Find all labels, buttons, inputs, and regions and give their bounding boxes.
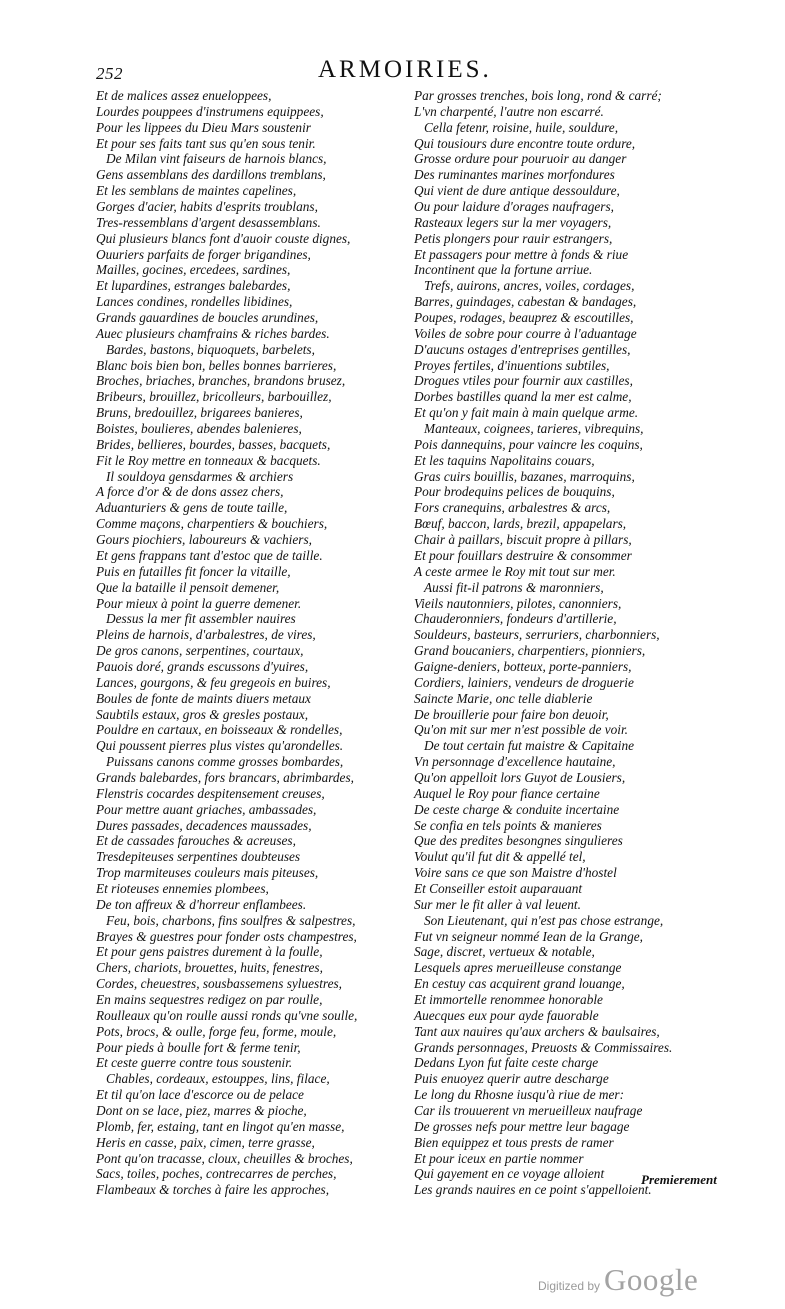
verse-line: Pour brodequins pelices de bouquins, (414, 484, 615, 500)
verse-line: Trefs, auirons, ancres, voiles, cordages, (424, 278, 635, 294)
verse-line: Sur mer le fit aller à val leuent. (414, 896, 581, 912)
verse-line: Lesquels apres merueilleuse constange (414, 960, 622, 976)
verse-line: Et immortelle renommee honorable (414, 991, 603, 1007)
verse-line: Qui tousiours dure encontre toute ordure, (414, 135, 636, 151)
verse-line: Pour les lippees du Dieu Mars soustenir (96, 119, 311, 135)
verse-line: Aussi fit-il patrons & maronniers, (424, 579, 604, 595)
verse-line: Incontinent que la fortune arriue. (414, 262, 593, 278)
digitized-by-watermark (538, 1262, 698, 1298)
verse-line: Bien equippez et tous prests de ramer (414, 1134, 614, 1150)
verse-line: Ouuriers parfaits de forger brigandines, (96, 246, 311, 262)
verse-line: Des ruminantes marines morfondures (414, 167, 615, 183)
verse-line: Fit le Roy mettre en tonneaux & bacquets. (96, 452, 321, 468)
verse-line: De gros canons, serpentines, courtaux, (96, 643, 304, 659)
verse-line: Les grands nauires en ce point s'appelloient. (414, 1182, 652, 1198)
verse-line: De grosses nefs pour mettre leur bagage (414, 1118, 630, 1134)
left-text-column (96, 88, 357, 1198)
verse-line: Dont on se lace, piez, marres & pioche, (96, 1103, 307, 1118)
verse-line: Pouldre en cartaux, en boisseaux & rondelles, (96, 722, 343, 738)
verse-line: Dures passades, decadences maussades, (96, 817, 312, 833)
verse-line: Cordiers, lainiers, vendeurs de droguerie (414, 674, 634, 690)
verse-line: L'vn charpenté, l'autre non escarré. (414, 103, 604, 119)
verse-line: Rasteaux legers sur la mer voyagers, (414, 214, 612, 230)
verse-line: Puissans canons comme grosses bombardes, (106, 754, 344, 770)
verse-line: Et Conseiller estoit auparauant (414, 880, 583, 896)
verse-line: Brayes & guestres pour fonder osts champestres, (96, 928, 357, 944)
page-number: 252 (96, 64, 123, 83)
verse-line: Manteaux, coignees, tarieres, vibrequins, (424, 421, 644, 437)
right-text-column (414, 88, 672, 1198)
verse-line: Tres-ressemblans d'argent desassemblans. (96, 214, 321, 230)
verse-line: Chair à paillars, biscuit propre à pillars, (414, 532, 632, 548)
verse-line: Et ceste guerre contre tous soustenir. (96, 1055, 293, 1071)
verse-line: Tant aux nauires qu'aux archers & baulsaires, (414, 1023, 660, 1039)
verse-line: Pauois doré, grands escussons d'yuires, (96, 658, 309, 674)
verse-line: A ceste armee le Roy mit tout sur mer. (414, 563, 616, 579)
verse-line: Roulleaux qu'on roulle aussi ronds qu'vne soulle, (96, 1007, 358, 1023)
verse-line: Et de malices asseƶ enueloppees, (96, 88, 272, 103)
verse-line: A force d'or & de dons assez chers, (96, 484, 284, 500)
verse-line: Et lupardines, estranges balebardes, (96, 278, 291, 294)
verse-line: Bœuf, baccon, lards, brezil, appapelars, (414, 516, 627, 532)
verse-line: De ceste charge & conduite incertaine (414, 801, 620, 817)
verse-line: Drogues vtiles pour fournir aux castilles, (414, 373, 633, 389)
verse-line: Pots, brocs, & oulle, forge feu, forme, moule, (96, 1023, 337, 1039)
verse-line: Car ils trouuerent vn merueilleux naufrage (414, 1103, 643, 1118)
verse-line: Brides, bellieres, bourdes, basses, bacquets, (96, 436, 331, 452)
verse-line: Et pour gens paistres durement à la foulle, (96, 944, 323, 960)
verse-line: Mailles, gocines, ercedees, sardines, (96, 262, 291, 278)
verse-line: Gours piochiers, laboureurs & vachiers, (96, 532, 312, 548)
verse-line: Qu'on mit sur mer n'est possible de voir. (414, 722, 628, 738)
watermark-prefix: Digitized by (538, 1279, 601, 1293)
verse-line: Et les taquins Napolitains couars, (414, 452, 595, 468)
running-title: ARMOIRIES. (318, 56, 492, 83)
verse-line: Grands gauardines de boucles arundines, (96, 310, 319, 326)
verse-line: Il souldoya gensdarmes & archiers (106, 468, 294, 484)
verse-line: Trop marmiteuses couleurs mais piteuses, (96, 865, 319, 881)
verse-line: Et til qu'on lace d'escorce ou de pelace (96, 1087, 304, 1103)
verse-line: D'aucuns ostages d'entreprises gentilles, (414, 341, 631, 357)
verse-line: Et pour ses faits tant sus qu'en sous tenir. (96, 135, 316, 151)
verse-line: Gaigne-deniers, botteux, porte-panniers, (414, 658, 632, 674)
verse-line: Dorbes bastilles quand la mer est calme, (414, 389, 632, 405)
verse-line: Par grosses trenches, bois long, rond & carré; (414, 88, 662, 103)
verse-line: Et de cassades farouches & acreuses, (96, 833, 296, 849)
verse-line: Blanc bois bien bon, belles bonnes barrieres, (96, 357, 337, 373)
verse-line: En cestuy cas acquirent grand louange, (414, 976, 625, 992)
verse-line: En mains sequestres redigez on par roulle, (96, 991, 323, 1007)
verse-line: Feu, bois, charbons, fins soulfres & salpestres, (106, 912, 356, 928)
verse-line: Qui poussent pierres plus vistes qu'arondelles. (96, 738, 344, 754)
verse-line: Qui plusieurs blancs font d'auoir couste dignes, (96, 230, 351, 246)
verse-line: Bardes, bastons, biquoquets, barbelets, (106, 341, 315, 357)
verse-line: Aduanturiers & gens de toute taille, (96, 500, 288, 516)
verse-line: Flenstris cocardes despitensement creuses, (96, 785, 325, 801)
verse-line: Barres, guindages, cabestan & bandages, (414, 294, 637, 310)
verse-line: Lourdes pouppees d'instrumens equippees, (96, 103, 324, 119)
verse-line: Auecques eux pour ayde fauorable (414, 1007, 599, 1023)
verse-line: Pois dannequins, pour vaincre les coquins, (414, 436, 643, 452)
verse-line: Qu'on appelloit lors Guyot de Lousiers, (414, 769, 626, 785)
verse-line: Pleins de harnois, d'arbalestres, de vires, (96, 627, 316, 643)
verse-line: Lances, gourgons, & feu gregeois en buires, (96, 674, 331, 690)
verse-line: Fors cranequins, arbalestres & arcs, (414, 500, 611, 516)
verse-line: Grand boucaniers, charpentiers, pionniers, (414, 643, 646, 659)
verse-line: Et passagers pour mettre à fonds & riue (414, 246, 629, 262)
verse-line: Puis enuoyez querir autre descharge (414, 1071, 609, 1087)
verse-line: Que des predites besongnes singulieres (414, 833, 623, 849)
verse-line: Voire sans ce que son Maistre d'hostel (414, 865, 617, 881)
verse-line: Pour mieux à point la guerre demener. (96, 595, 302, 611)
verse-line: Heris en casse, paix, cimen, terre grasse, (96, 1134, 315, 1150)
verse-line: Et pour fouillars destruire & consommer (414, 547, 632, 563)
verse-line: Pour mettre auant griaches, ambassades, (96, 801, 317, 817)
verse-line: Voiles de sobre pour courre à l'aduantage (414, 325, 637, 341)
verse-line: Puis en futailles fit foncer la vitaille, (96, 563, 291, 579)
verse-line: Pont qu'on tracasse, cloux, cheuilles & broches, (96, 1150, 353, 1166)
verse-line: Flambeaux & torches à faire les approches, (96, 1182, 330, 1198)
verse-line: Gorges d'acier, habits d'esprits troublans, (96, 199, 318, 215)
verse-line: Et rioteuses ennemies plombees, (96, 880, 269, 896)
verse-line: De Milan vint faiseurs de harnois blancs, (106, 151, 327, 167)
verse-line: Et qu'on y fait main à main quelque arme. (414, 405, 639, 421)
verse-line: De ton affreux & d'horreur enflambees. (96, 896, 307, 912)
verse-line: Grands personnages, Preuosts & Commissaires. (414, 1039, 673, 1055)
verse-line: Chauderonniers, fondeurs d'artillerie, (414, 611, 617, 627)
verse-line: Boistes, boulieres, abendes balenieres, (96, 421, 302, 437)
verse-line: Boules de fonte de maints diuers metaux (96, 690, 311, 706)
verse-line: Lances condines, rondelles libidines, (96, 294, 293, 310)
verse-line: Vn personnage d'excellence hautaine, (414, 754, 616, 770)
verse-line: Dedans Lyon fut faite ceste charge (414, 1055, 599, 1071)
verse-line: Proyes fertiles, d'inuentions subtiles, (414, 357, 610, 373)
verse-line: Saubtils estaux, gros & gresles postaux, (96, 706, 309, 722)
verse-line: Chables, cordeaux, estouppes, lins, filace, (106, 1071, 330, 1087)
verse-line: Gras cuirs bouillis, bazanes, marroquins, (414, 468, 635, 484)
verse-line: Tresdepiteuses serpentines doubteuses (96, 849, 301, 865)
verse-line: Sage, discret, vertueux & notable, (414, 944, 595, 960)
verse-line: Ou pour laidure d'orages naufragers, (414, 199, 614, 215)
catchword: Premierement (641, 1172, 717, 1187)
verse-line: Plomb, fer, estaing, tant en lingot qu'en masse, (96, 1118, 345, 1134)
verse-line: Comme maçons, charpentiers & bouchiers, (96, 516, 328, 532)
verse-line: De tout certain fut maistre & Capitaine (424, 738, 635, 754)
verse-line: Auquel le Roy pour fiance certaine (414, 785, 600, 801)
verse-line: Bruns, bredouillez, brigarees banieres, (96, 405, 303, 421)
verse-line: Chers, chariots, brouettes, huits, fenestres, (96, 960, 323, 976)
verse-line: Et gens frappans tant d'estoc que de taille. (96, 547, 323, 563)
google-logo: Google (604, 1262, 699, 1297)
verse-line: Et pour iceux en partie nommer (414, 1150, 584, 1166)
verse-line: Qui gayement en ce voyage alloient (414, 1166, 605, 1182)
verse-line: Broches, briaches, branches, brandons brusez, (96, 373, 346, 389)
verse-line: Et les semblans de maintes capelines, (96, 183, 297, 199)
verse-line: Grands balebardes, fors brancars, abrimbardes, (96, 769, 354, 785)
verse-line: Dessus la mer fit assembler nauires (106, 611, 296, 627)
verse-line: Vieils nautonniers, pilotes, canonniers, (414, 595, 622, 611)
verse-line: Grosse ordure pour pouruoir au danger (414, 151, 627, 167)
verse-line: Auec plusieurs chamfrains & riches bardes. (96, 325, 330, 341)
verse-line: Qui vient de dure antique dessouldure, (414, 183, 620, 199)
verse-line: Bribeurs, brouillez, bricolleurs, barbouillez, (96, 389, 332, 405)
verse-line: Petis plongers pour rauir estrangers, (414, 230, 613, 246)
verse-line: Gens assemblans des dardillons tremblans, (96, 167, 326, 183)
verse-line: Que la bataille il pensoit demener, (96, 579, 280, 595)
verse-line: Cordes, cheuestres, sousbassemens syluestres, (96, 976, 342, 992)
verse-line: De brouillerie pour faire bon deuoir, (414, 706, 609, 722)
verse-line: Cella fetenr, roisine, huile, souldure, (424, 119, 619, 135)
verse-line: Souldeurs, basteurs, serruriers, charbonniers, (414, 627, 660, 643)
verse-line: Se confia en tels points & manieres (414, 817, 602, 833)
verse-line: Saincte Marie, onc telle diablerie (414, 690, 593, 706)
verse-line: Pour pieds à boulle fort & ferme tenir, (96, 1039, 301, 1055)
verse-line: Sacs, toiles, poches, contrecarres de perches, (96, 1166, 337, 1182)
verse-line: Poupes, rodages, beauprez & escoutilles, (414, 310, 634, 326)
verse-line: Son Lieutenant, qui n'est pas chose estrange, (424, 912, 664, 928)
verse-line: Le long du Rhosne iusqu'à riue de mer: (414, 1087, 625, 1103)
verse-line: Voulut qu'il fut dit & appellé tel, (414, 849, 586, 865)
verse-line: Fut vn seigneur nommé Iean de la Grange, (414, 928, 643, 944)
